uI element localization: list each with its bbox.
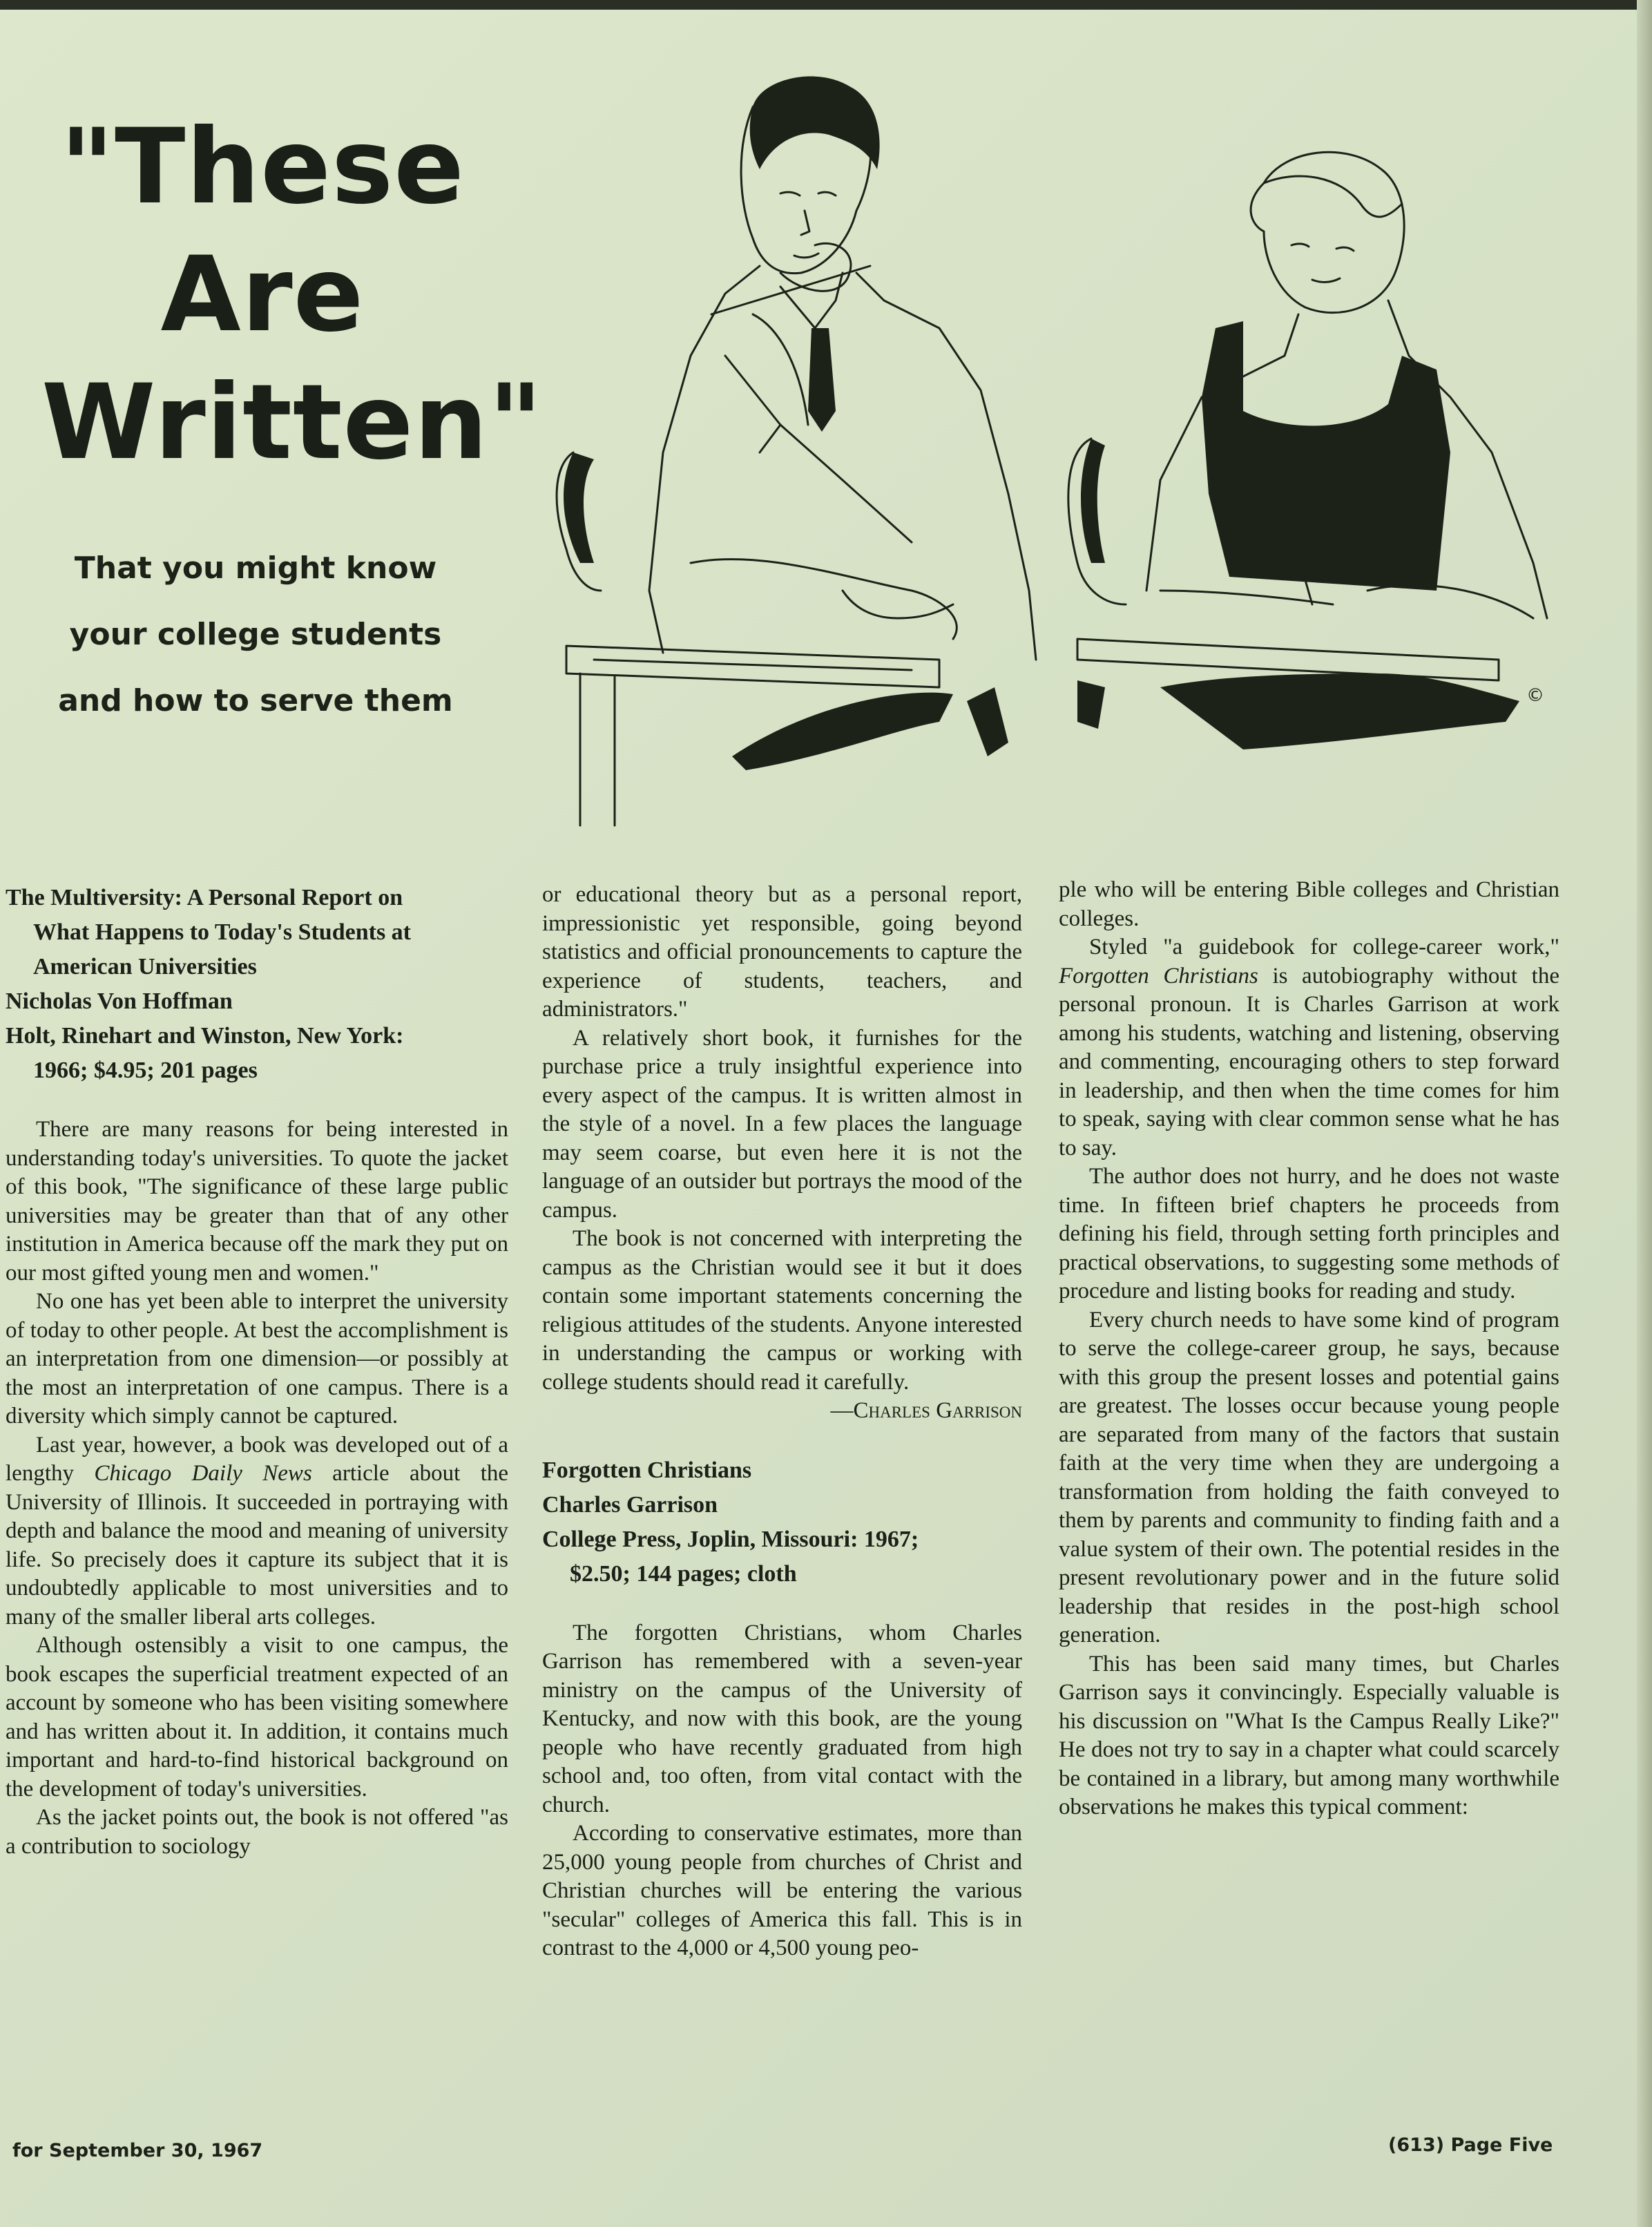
deck-line-1: That you might know	[74, 551, 437, 586]
review1-bibliography	[6, 881, 508, 1088]
copyright-mark: ©	[1526, 685, 1544, 706]
review2-continued-2-b: is autobiography without the personal pronoun. It is Charles Garrison at work among his students, watching and listening, observing and commenting, encouraging others to step forward in leadership, and then when the time comes for him to speak, saying with clear common sense what he has to say.	[1059, 963, 1559, 1160]
review1-paragraph-2: No one has yet been able to interpret the university of today to other people. At best the accomplishment is an interpretation from one dimension—or possibly at the most an interpretation of one campus. There is a diversity which simply cannot be captured.	[6, 1289, 508, 1428]
column-2	[542, 881, 1022, 1963]
review1-paragraph-3	[6, 1431, 508, 1632]
review2-bibliography	[542, 1453, 1022, 1592]
headline-line-3: Written"	[41, 363, 544, 483]
headline-line-2: Are	[160, 235, 365, 355]
review1-paragraph-4: Although ostensibly a visit to one campus, the book escapes the superficial treatment expected of an account by someone who has been visiting somewhere and has written about it. In addition, it contains much important and hard-to-find historical background on the development of today's universities.	[6, 1633, 508, 1801]
review2-continued-1: ple who will be entering Bible colleges and Christian colleges.	[1059, 877, 1559, 931]
review1-title-line-1: The Multiversity: A Personal Report on	[6, 885, 403, 910]
headline	[41, 104, 544, 487]
review1-continued-3: The book is not concerned with interpreting the campus as the Christian would see it but it does contain some important statements concerning the religious attitudes of the students. Anyone interested in understanding the campus or working with college students should read it carefully.	[542, 1226, 1022, 1395]
review2-paragraph-2: According to conservative estimates, more than 25,000 young people from churches of Christ and Christian churches will be entering the various "secular" colleges of America this fall. This is in contrast to the 4,000 or 4,500 young peo-	[542, 1821, 1022, 1960]
review2-author: Charles Garrison	[542, 1491, 718, 1518]
review1-title-line-3: American Universities	[33, 954, 257, 979]
review2-continued-3: The author does not hurry, and he does not waste time. In fifteen brief chapters he proceeds from defining his field, through setting forth principles and practical observations, to suggesting some methods of procedure and listing books for reading and study.	[1059, 1164, 1559, 1303]
review2-continued-4: Every church needs to have some kind of program to serve the college-career group, he says, because with this group the present losses and potential gains are greatest. The losses occur because young people are separated from many of the factors that sustain faith at the very time when they are undergoing a transformation from holding the faith conveyed to them by parents and community to finding faith and a value system of their own. The potential resides in the present revolutionary power and in the future solid leadership that resides in the post-high school generation.	[1059, 1307, 1559, 1647]
review1-paragraph-3-b: article about the University of Illinois. It succeeded in portraying with depth and balance the mood and meaning of university life. So precisely does it capture its subject that it is undoubtedly applicable to most universities and to many of the smaller liberal arts colleges.	[6, 1461, 509, 1629]
newspaper-title: Chicago Daily News	[94, 1461, 312, 1486]
review1-publisher-line-1: Holt, Rinehart and Winston, New York:	[6, 1023, 404, 1049]
review1-paragraph-1: There are many reasons for being interested in understanding today's universities. To quote the jacket of this book, "The significance of these large public universities may be greater than that of any other institution in America because off the mark they put on our most gifted young men and women."	[6, 1117, 508, 1285]
review1-author: Nicholas Von Hoffman	[6, 988, 233, 1014]
book-title: Forgotten Christians	[1059, 963, 1258, 988]
review2-continued-5: This has been said many times, but Charles Garrison says it convincingly. Especially valuable is his discussion on "What Is the Campus Really Like?" He does not try to say in a chapter what could scarcely be contained in a library, but among many worthwhile observations he makes this typical comment:	[1059, 1651, 1559, 1819]
review1-paragraph-3-a: Last year, however, a book was developed out of a lengthy	[6, 1432, 508, 1486]
review2-title: Forgotten Christians	[542, 1457, 752, 1483]
deck	[28, 535, 483, 734]
column-3	[1059, 876, 1559, 1822]
footer-date: for September 30, 1967	[12, 2140, 263, 2161]
footer-page-number: (613) Page Five	[1388, 2134, 1553, 2156]
review2-publisher-line-1: College Press, Joplin, Missouri: 1967;	[542, 1526, 919, 1552]
review1-signature: —Charles Garrison	[830, 1398, 1022, 1423]
column-1	[6, 881, 508, 1861]
review1-title-line-2: What Happens to Today's Students at	[33, 919, 412, 945]
headline-line-1: "These	[59, 107, 465, 227]
review2-continued-2	[1059, 933, 1559, 1163]
review1-continued-1: or educational theory but as a personal report, impressionistic yet responsible, going beyond statistics and official pronouncements to capture the experience of students, teachers, and administrators."	[542, 882, 1022, 1022]
two-students-writing-illustration	[553, 66, 1561, 839]
review2-publisher-line-2: $2.50; 144 pages; cloth	[570, 1560, 797, 1587]
deck-line-3: and how to serve them	[58, 683, 453, 718]
review2-continued-2-a: Styled "a guidebook for college-career work,"	[1089, 935, 1559, 959]
review1-paragraph-5: As the jacket points out, the book is not offered "as a contribution to sociology	[6, 1805, 508, 1859]
review2-paragraph-1: The forgotten Christians, whom Charles Garrison has remembered with a seven-year ministry on the campus of the University of Kentucky, and now with this book, are the young people who have recently graduated from high school and, too often, from vital contact with the church.	[542, 1620, 1022, 1817]
deck-line-2: your college students	[69, 617, 442, 652]
review1-continued-2: A relatively short book, it furnishes for the purchase price a truly insightful experience into every aspect of the campus. It is written almost in the style of a novel. In a few places the language may seem coarse, but even here it is not the language of an outsider but portrays the mood of the campus.	[542, 1025, 1022, 1223]
review1-publisher-line-2: 1966; $4.95; 201 pages	[33, 1058, 258, 1083]
